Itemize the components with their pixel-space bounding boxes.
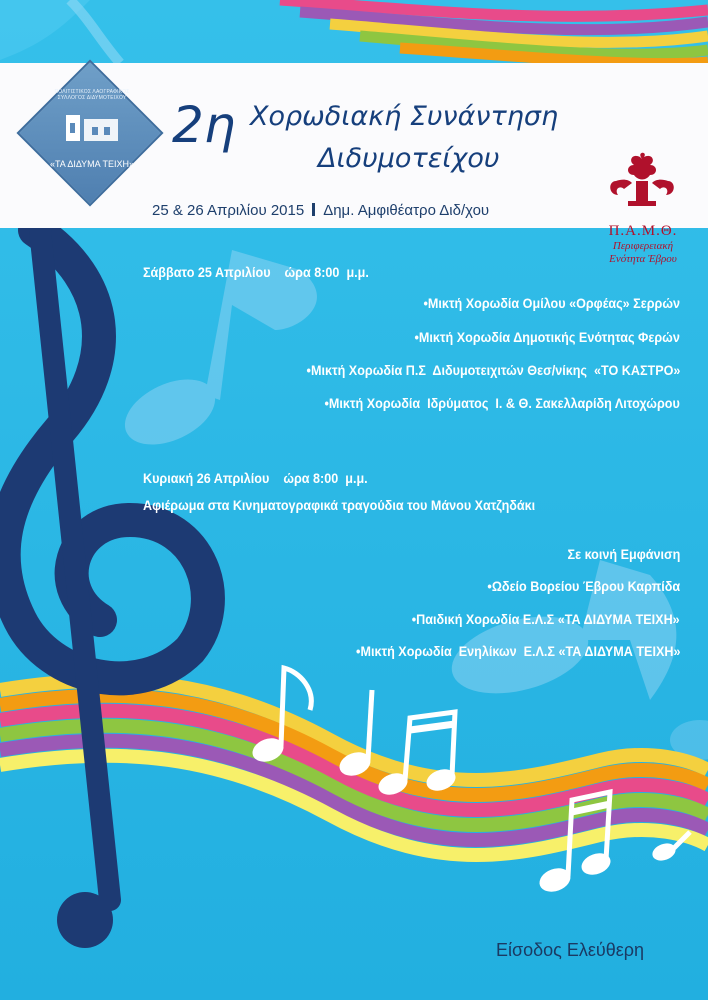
separator	[312, 203, 315, 216]
saturday-item: • Μικτή Χορωδία Δημοτικής Ενότητας Φερών	[415, 329, 680, 345]
association-logo	[10, 63, 154, 203]
free-entrance: Είσοδος Ελεύθερη	[496, 940, 644, 960]
event-venue: Δημ. Αμφιθέατρο Διδ/χου	[323, 202, 490, 219]
sunday-item: • Παιδική Χορωδία Ε.Λ.Σ «ΤΑ ΔΙΔΥΜΑ ΤΕΙΧΗ»	[412, 611, 680, 627]
logo-arc-text: ΠΟΛΙΤΙΣΤΙΚΟΣ ΛΑΟΓΡΑΦΙΚΟΣ ΣΥΛΛΟΓΟΣ ΔΙΔΥΜΟΤΕΙΧΟΥ	[54, 89, 130, 101]
logo-name-text: «ΤΑ ΔΙΔΥΜΑ ΤΕΙΧΗ»	[49, 159, 135, 169]
sunday-item: • Ωδείο Βορείου Έβρου Καρπίδα	[487, 578, 680, 594]
event-date-venue	[152, 202, 489, 219]
pamth-name: Π.Α.Μ.Θ.	[608, 223, 678, 239]
castle-icon	[62, 105, 122, 145]
sunday-heading: Κυριακή 26 Απριλίου ώρα 8:00 μ.μ.	[143, 470, 368, 486]
pamth-sub2: Ενότητα Έβρου	[609, 252, 677, 265]
saturday-heading: Σάββατο 25 Απριλίου ώρα 8:00 μ.μ.	[143, 264, 369, 280]
sunday-item: • Μικτή Χορωδία Ενηλίκων Ε.Λ.Σ «ΤΑ ΔΙΔΥΜΑ ΤΕΙΧΗ»	[356, 643, 680, 659]
joint-heading: Σε κοινή Εμφάνιση	[567, 546, 680, 562]
pamth-emblem-icon	[606, 151, 678, 211]
pamth-sub1: Περιφερειακή	[612, 240, 674, 252]
event-date: 25 & 26 Απριλίου 2015	[152, 202, 305, 219]
saturday-item: • Μικτή Χορωδία Π.Σ Διδυμοτειχιτών Θεσ/νίκης «ΤΟ ΚΑΣΤΡΟ»	[306, 362, 680, 378]
saturday-item: • Μικτή Χορωδία Ομίλου «Ορφέας» Σερρών	[424, 295, 680, 311]
title-number: 2η	[172, 96, 236, 154]
sunday-subheading: Αφιέρωμα στα Κινηματογραφικά τραγούδια του Μάνου Χατζηδάκι	[143, 497, 536, 513]
page-title-line2: Διδυμοτείχου	[318, 143, 500, 174]
saturday-item: • Μικτή Χορωδία Ιδρύματος Ι. & Θ. Σακελλαρίδη Λιτοχώρου	[325, 395, 680, 411]
pamth-logo	[601, 223, 685, 265]
page-title: Χορωδιακή Συνάντηση	[250, 101, 559, 132]
